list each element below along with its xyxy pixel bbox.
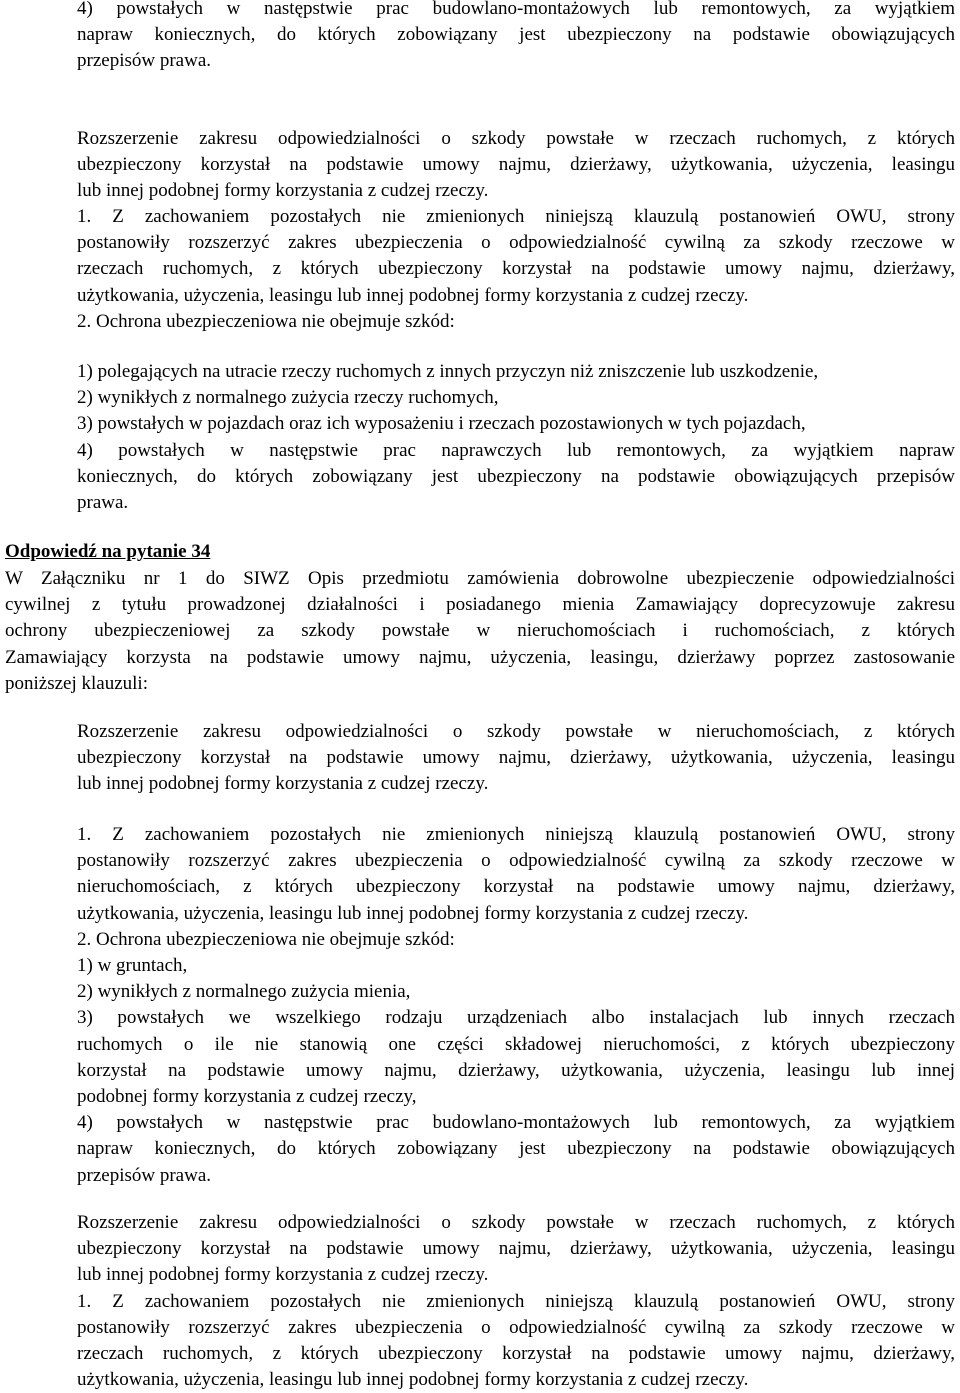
text-line: korzystał na podstawie umowy najmu, dzierżawy, użytkowania, użyczenia, leasingu lub innej xyxy=(77,1060,955,1081)
text-line: Zamawiający korzysta na podstawie umowy najmu, użyczenia, leasingu, dzierżawy poprzez zastosowanie xyxy=(5,647,955,668)
text-line: 3) powstałych w pojazdach oraz ich wyposażeniu i rzeczach pozostawionych w tych pojazdach, xyxy=(77,413,806,434)
text-line: lub innej podobnej formy korzystania z cudzej rzeczy. xyxy=(77,773,489,794)
text-line: napraw koniecznych, do których zobowiązany jest ubezpieczony na podstawie obowiązujących xyxy=(77,1138,955,1159)
text-line: ubezpieczony korzystał na podstawie umowy najmu, dzierżawy, użytkowania, użyczenia, leasingu xyxy=(77,1238,955,1259)
text-line: cywilnej z tytułu prowadzonej działalności i posiadanego mienia Zamawiający doprecyzowuje zakresu xyxy=(5,594,955,615)
text-line: ochrony ubezpieczeniowej za szkody powstałe w nieruchomościach i ruchomościach, z których xyxy=(5,620,955,641)
text-line: nieruchomościach, z których ubezpieczony korzystał na podstawie umowy najmu, dzierżawy, xyxy=(77,876,955,897)
text-line: postanowiły rozszerzyć zakres ubezpieczenia o odpowiedzialność cywilną za szkody rzeczowe w xyxy=(77,850,955,871)
text-line: Rozszerzenie zakresu odpowiedzialności o szkody powstałe w nieruchomościach, z których xyxy=(77,721,955,742)
text-line: 1. Z zachowaniem pozostałych nie zmienionych niniejszą klauzulą postanowień OWU, strony xyxy=(77,1291,955,1312)
text-line: prawa. xyxy=(77,492,129,513)
text-line: 2. Ochrona ubezpieczeniowa nie obejmuje szkód: xyxy=(77,929,455,950)
text-line: użytkowania, użyczenia, leasingu lub innej podobnej formy korzystania z cudzej rzeczy. xyxy=(77,1369,749,1390)
text-line: 1. Z zachowaniem pozostałych nie zmienionych niniejszą klauzulą postanowień OWU, strony xyxy=(77,824,955,845)
text-line: Rozszerzenie zakresu odpowiedzialności o szkody powstałe w rzeczach ruchomych, z których xyxy=(77,128,955,149)
text-line: użytkowania, użyczenia, leasingu lub innej podobnej formy korzystania z cudzej rzeczy. xyxy=(77,903,749,924)
text-line: postanowiły rozszerzyć zakres ubezpieczenia o odpowiedzialność cywilną za szkody rzeczowe w xyxy=(77,232,955,253)
text-line: Rozszerzenie zakresu odpowiedzialności o szkody powstałe w rzeczach ruchomych, z których xyxy=(77,1212,955,1233)
text-line: W Załączniku nr 1 do SIWZ Opis przedmiotu zamówienia dobrowolne ubezpieczenie odpowiedzialności xyxy=(5,568,955,589)
text-line: 1. Z zachowaniem pozostałych nie zmienionych niniejszą klauzulą postanowień OWU, strony xyxy=(77,206,955,227)
text-line: 1) polegających na utracie rzeczy ruchomych z innych przyczyn niż zniszczenie lub uszkodzenie, xyxy=(77,361,819,382)
text-line: 2. Ochrona ubezpieczeniowa nie obejmuje szkód: xyxy=(77,311,455,332)
text-line: 4) powstałych w następstwie prac budowlano-montażowych lub remontowych, za wyjątkiem xyxy=(77,0,955,19)
text-line: podobnej formy korzystania z cudzej rzeczy, xyxy=(77,1086,417,1107)
text-line: lub innej podobnej formy korzystania z cudzej rzeczy. xyxy=(77,1264,489,1285)
text-line: ubezpieczony korzystał na podstawie umowy najmu, dzierżawy, użytkowania, użyczenia, leasingu xyxy=(77,747,955,768)
text-line: poniższej klauzuli: xyxy=(5,673,148,694)
text-line: ubezpieczony korzystał na podstawie umowy najmu, dzierżawy, użytkowania, użyczenia, leasingu xyxy=(77,154,955,175)
text-line: 4) powstałych w następstwie prac naprawczych lub remontowych, za wyjątkiem napraw xyxy=(77,440,955,461)
text-line: rzeczach ruchomych, z których ubezpieczony korzystał na podstawie umowy najmu, dzierżawy, xyxy=(77,258,955,279)
text-line: postanowiły rozszerzyć zakres ubezpieczenia o odpowiedzialność cywilną za szkody rzeczowe w xyxy=(77,1317,955,1338)
text-line: rzeczach ruchomych, z których ubezpieczony korzystał na podstawie umowy najmu, dzierżawy, xyxy=(77,1343,955,1364)
text-line: przepisów prawa. xyxy=(77,50,212,71)
text-line: 1) w gruntach, xyxy=(77,955,188,976)
text-line: 3) powstałych we wszelkiego rodzaju urządzeniach albo instalacjach lub innych rzeczach xyxy=(77,1007,955,1028)
text-line: napraw koniecznych, do których zobowiązany jest ubezpieczony na podstawie obowiązujących xyxy=(77,24,955,45)
text-line: przepisów prawa. xyxy=(77,1165,212,1186)
text-line: 2) wynikłych z normalnego zużycia rzeczy ruchomych, xyxy=(77,387,499,408)
text-line: użytkowania, użyczenia, leasingu lub innej podobnej formy korzystania z cudzej rzeczy. xyxy=(77,285,749,306)
answer-heading: Odpowiedź na pytanie 34 xyxy=(5,541,211,562)
text-line: 2) wynikłych z normalnego zużycia mienia, xyxy=(77,981,411,1002)
text-line: lub innej podobnej formy korzystania z cudzej rzeczy. xyxy=(77,180,489,201)
text-line: ruchomych o ile nie stanowią one części składowej nieruchomości, z których ubezpieczony xyxy=(77,1034,955,1055)
text-line: 4) powstałych w następstwie prac budowlano-montażowych lub remontowych, za wyjątkiem xyxy=(77,1112,955,1133)
text-line: koniecznych, do których zobowiązany jest ubezpieczony na podstawie obowiązujących przepisów xyxy=(77,466,955,487)
